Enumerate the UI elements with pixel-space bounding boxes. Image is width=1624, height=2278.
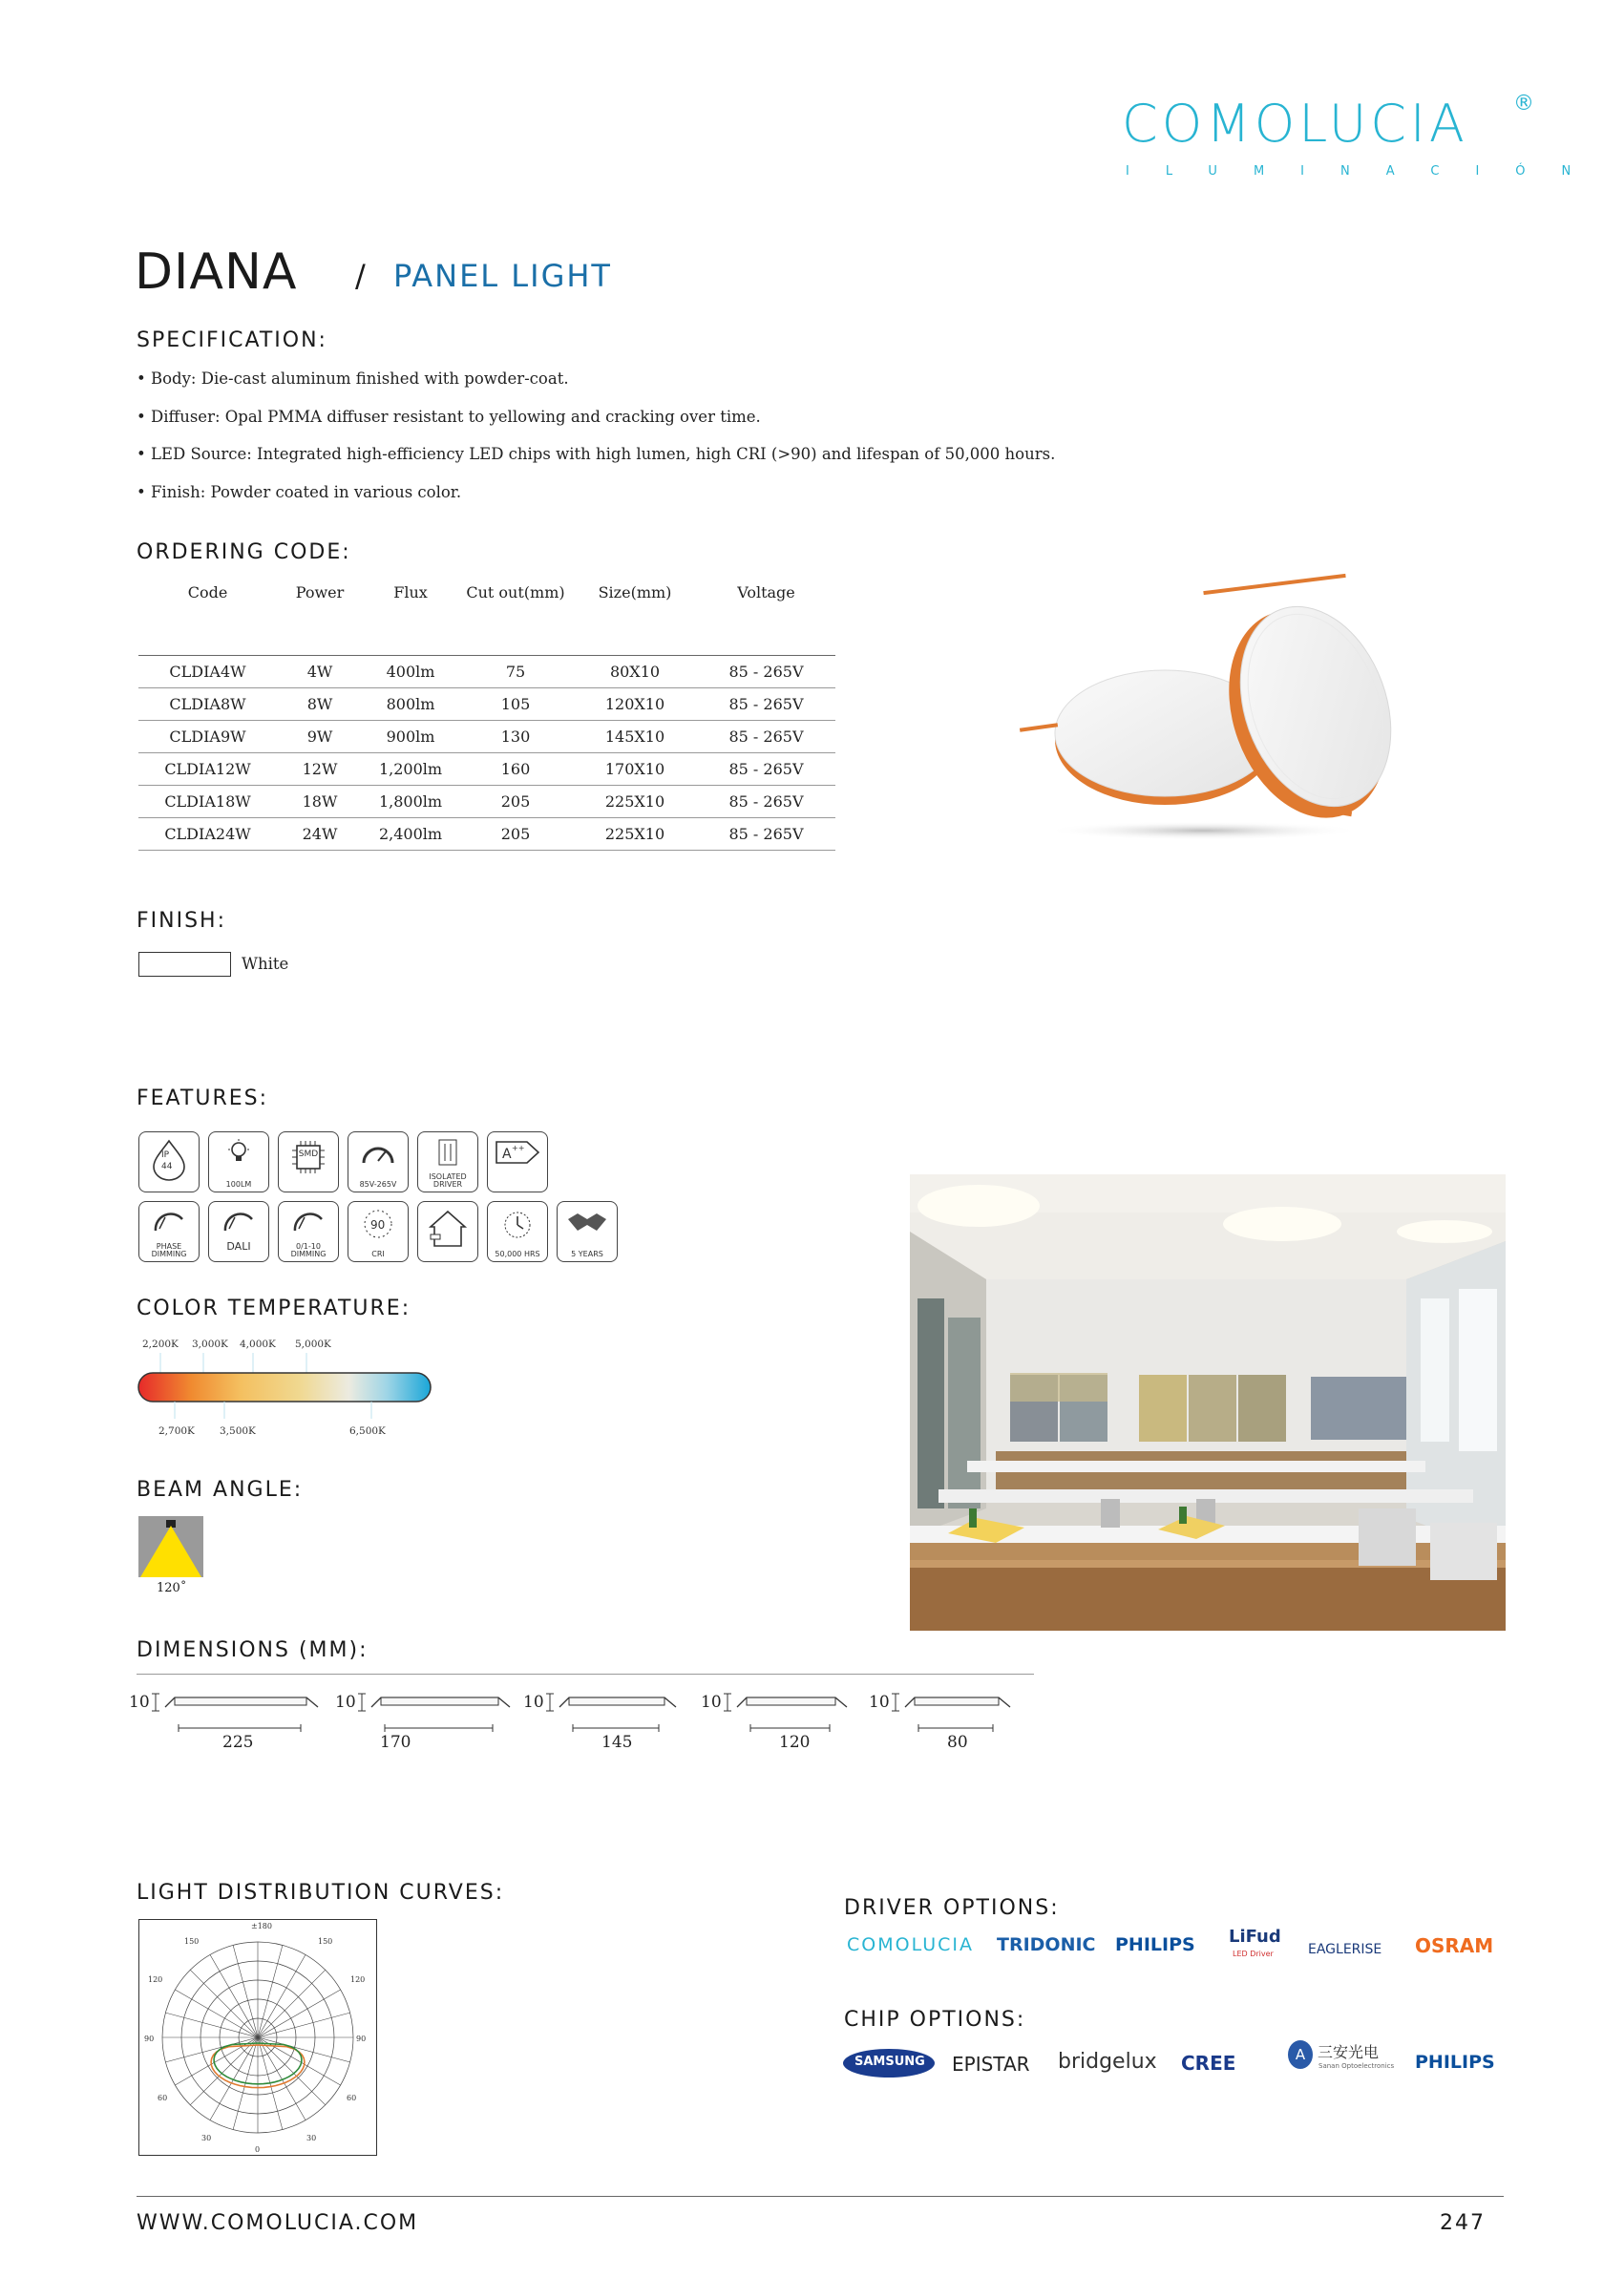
ct-label-top: 4,000K — [240, 1339, 276, 1350]
table-cell: 85 - 265V — [697, 656, 835, 688]
title-separator: / — [355, 258, 368, 294]
chip-brand-bridgelux: bridgelux — [1058, 2050, 1157, 2074]
phase-dimming-icon — [138, 1201, 200, 1262]
energy-class-icon — [487, 1131, 548, 1192]
polar-angle-label: 120 — [350, 1975, 366, 1984]
table-cell: 8W — [277, 688, 363, 721]
handshake-warranty-icon — [557, 1201, 618, 1262]
ct-label-bottom: 2,700K — [158, 1425, 195, 1437]
table-cell: CLDIA12W — [138, 753, 277, 786]
chip-brand-philips: PHILIPS — [1415, 2052, 1495, 2073]
feature-text: DALI — [226, 1240, 251, 1253]
spec-item: • Diffuser: Opal PMMA diffuser resistant to yellowing and cracking over time. — [137, 408, 761, 426]
svg-text:IP: IP — [161, 1150, 170, 1160]
chip-brand-cree: CREE — [1181, 2052, 1236, 2075]
polar-angle-label: 60 — [347, 2094, 357, 2102]
lifud-subtitle: LED Driver — [1233, 1950, 1274, 1958]
product-category: PANEL LIGHT — [393, 258, 612, 294]
color-temperature-heading: COLOR TEMPERATURE: — [137, 1297, 411, 1320]
product-image — [1012, 573, 1413, 850]
spec-item: • Finish: Powder coated in various color. — [137, 483, 462, 501]
ip44-icon — [138, 1131, 200, 1192]
table-cell: 120X10 — [573, 688, 697, 721]
light-distribution-heading: LIGHT DISTRIBUTION CURVES: — [137, 1881, 505, 1905]
finish-heading: FINISH: — [137, 909, 227, 933]
sanan-subtitle: Sanan Optoelectronics — [1318, 2062, 1395, 2070]
sanan-logo-icon: A — [1288, 2040, 1313, 2069]
dimension-width: 145 — [601, 1733, 633, 1752]
table-row — [138, 656, 835, 688]
table-cell: CLDIA18W — [138, 786, 277, 818]
table-row — [138, 688, 835, 721]
driver-options-heading: DRIVER OPTIONS: — [844, 1896, 1060, 1920]
color-temperature-bar — [137, 1350, 434, 1423]
table-cell: 205 — [458, 818, 573, 851]
table-cell: 85 - 265V — [697, 786, 835, 818]
polar-angle-label: 120 — [148, 1975, 163, 1984]
table-cell: 225X10 — [573, 818, 697, 851]
table-cell: CLDIA9W — [138, 721, 277, 753]
voltage-gauge-icon — [348, 1131, 409, 1192]
feature-label: 5 YEARS — [571, 1250, 603, 1258]
table-cell: 2,400lm — [363, 818, 458, 851]
spec-item: • Body: Die-cast aluminum finished with powder-coat. — [137, 369, 569, 388]
table-cell: 12W — [277, 753, 363, 786]
table-cell: 85 - 265V — [697, 688, 835, 721]
logo-subtitle: ILUMINACIÓN — [1126, 164, 1608, 179]
table-cell: 205 — [458, 786, 573, 818]
cri-icon — [348, 1201, 409, 1262]
feature-label: CRI — [371, 1250, 385, 1258]
chip-options-heading: CHIP OPTIONS: — [844, 2008, 1026, 2032]
table-cell: 170X10 — [573, 753, 697, 786]
table-cell: 145X10 — [573, 721, 697, 753]
product-title: DIANA — [135, 243, 298, 301]
table-row — [138, 786, 835, 818]
svg-text:44: 44 — [161, 1162, 173, 1171]
dimension-height: 10 — [869, 1693, 890, 1712]
dimension-height: 10 — [129, 1693, 150, 1712]
logo-text: COMOLUCIA — [1122, 94, 1468, 154]
table-header-row — [138, 571, 835, 613]
dimension-width: 120 — [779, 1733, 811, 1752]
col-code: Code — [187, 582, 228, 601]
table-cell: 160 — [458, 753, 573, 786]
table-cell: 85 - 265V — [697, 721, 835, 753]
polar-angle-label: 0 — [255, 2145, 261, 2154]
polar-angle-label: 60 — [158, 2094, 168, 2102]
ct-label-top: 5,000K — [295, 1339, 331, 1350]
dimension-width: 225 — [222, 1733, 254, 1752]
dimension-width: 170 — [380, 1733, 411, 1752]
table-cell: 900lm — [363, 721, 458, 753]
indoor-house-icon — [417, 1201, 478, 1262]
dimensions-divider — [137, 1674, 1034, 1675]
dimming-0-10-icon — [278, 1201, 339, 1262]
clock-hours-icon — [487, 1201, 548, 1262]
table-cell: 225X10 — [573, 786, 697, 818]
table-cell: 80X10 — [573, 656, 697, 688]
col-size: Size(mm) — [598, 582, 672, 601]
bulb-icon — [208, 1131, 269, 1192]
feature-label: PHASE DIMMING — [151, 1242, 187, 1258]
svg-text:A: A — [502, 1147, 512, 1162]
driver-brand-lifud: LiFud — [1229, 1927, 1281, 1947]
light-distribution-chart — [138, 1919, 377, 2156]
isolated-driver-icon — [417, 1131, 478, 1192]
driver-brand-philips: PHILIPS — [1115, 1934, 1195, 1955]
feature-label: 100LM — [225, 1180, 252, 1189]
beam-angle-heading: BEAM ANGLE: — [137, 1478, 304, 1502]
polar-angle-label: 30 — [306, 2134, 317, 2142]
feature-label: 50,000 HRS — [495, 1250, 540, 1258]
table-cell: 800lm — [363, 688, 458, 721]
ct-label-top: 2,200K — [142, 1339, 179, 1350]
table-row — [138, 753, 835, 786]
table-cell: CLDIA24W — [138, 818, 277, 851]
table-cell: CLDIA8W — [138, 688, 277, 721]
col-cutout: Cut out(mm) — [466, 582, 565, 601]
dimension-height: 10 — [701, 1693, 722, 1712]
table-row — [138, 818, 835, 851]
installation-photo — [910, 1174, 1506, 1631]
polar-angle-label: 150 — [318, 1937, 333, 1946]
ordering-heading: ORDERING CODE: — [137, 540, 351, 564]
polar-angle-label: 150 — [184, 1937, 200, 1946]
feature-label: ISOLATED DRIVER — [429, 1172, 467, 1189]
driver-brand-osram: OSRAM — [1415, 1934, 1494, 1957]
dimensions-heading: DIMENSIONS (MM): — [137, 1638, 369, 1662]
table-cell: 130 — [458, 721, 573, 753]
table-cell: 24W — [277, 818, 363, 851]
finish-swatch-white — [138, 952, 231, 977]
driver-brand-tridonic: TRIDONIC — [997, 1934, 1096, 1955]
features-heading: FEATURES: — [137, 1086, 269, 1110]
feature-label: 0/1-10 DIMMING — [290, 1242, 327, 1258]
chip-brand-epistar: EPISTAR — [952, 2053, 1030, 2076]
table-cell: 400lm — [363, 656, 458, 688]
spec-item: • LED Source: Integrated high-efficiency LED chips with high lumen, high CRI (>90) and lifespan of 50,000 hours. — [137, 445, 1056, 463]
footer-page-number: 247 — [1440, 2211, 1486, 2235]
beam-angle-icon — [138, 1516, 203, 1577]
driver-brand-comolucia: COMOLUCIA — [847, 1934, 974, 1955]
driver-brand-eaglerise: EAGLERISE — [1308, 1942, 1382, 1957]
table-cell: CLDIA4W — [138, 656, 277, 688]
finish-label: White — [242, 955, 289, 973]
smd-chip-icon — [278, 1131, 339, 1192]
col-voltage: Voltage — [737, 582, 795, 601]
ct-label-bottom: 6,500K — [349, 1425, 386, 1437]
table-cell: 85 - 265V — [697, 818, 835, 851]
chip-brand-samsung: SAMSUNG — [854, 2055, 925, 2069]
svg-text:++: ++ — [512, 1144, 525, 1152]
logo-registered: ® — [1513, 92, 1534, 116]
table-cell: 85 - 265V — [697, 753, 835, 786]
table-cell: 105 — [458, 688, 573, 721]
specification-heading: SPECIFICATION: — [137, 328, 327, 352]
polar-angle-label: 90 — [356, 2035, 367, 2043]
polar-angle-label: 30 — [201, 2134, 212, 2142]
table-row — [138, 721, 835, 753]
table-cell: 75 — [458, 656, 573, 688]
table-cell: 9W — [277, 721, 363, 753]
ct-label-bottom: 3,500K — [220, 1425, 256, 1437]
footer-divider — [137, 2196, 1504, 2197]
table-cell: 18W — [277, 786, 363, 818]
brand-logo — [1122, 92, 1608, 189]
svg-text:90: 90 — [370, 1218, 386, 1232]
polar-angle-label: ±180 — [251, 1922, 272, 1930]
feature-label: 85V-265V — [359, 1180, 397, 1189]
col-power: Power — [295, 582, 345, 601]
beam-angle-value: 120˚ — [157, 1581, 187, 1595]
ordering-table — [138, 571, 835, 851]
polar-angle-label: 90 — [144, 2035, 155, 2043]
footer-website[interactable]: WWW.COMOLUCIA.COM — [137, 2211, 419, 2235]
dimension-height: 10 — [335, 1693, 356, 1712]
dimension-width: 80 — [947, 1733, 968, 1752]
ct-label-top: 3,000K — [192, 1339, 228, 1350]
dimension-height: 10 — [523, 1693, 544, 1712]
feature-text: SMD — [298, 1150, 319, 1159]
table-cell: 1,200lm — [363, 753, 458, 786]
table-cell: 1,800lm — [363, 786, 458, 818]
table-cell: 4W — [277, 656, 363, 688]
chip-brand-sanan: 三安光电 — [1318, 2043, 1380, 2061]
dali-icon — [208, 1201, 269, 1262]
col-flux: Flux — [393, 582, 428, 601]
